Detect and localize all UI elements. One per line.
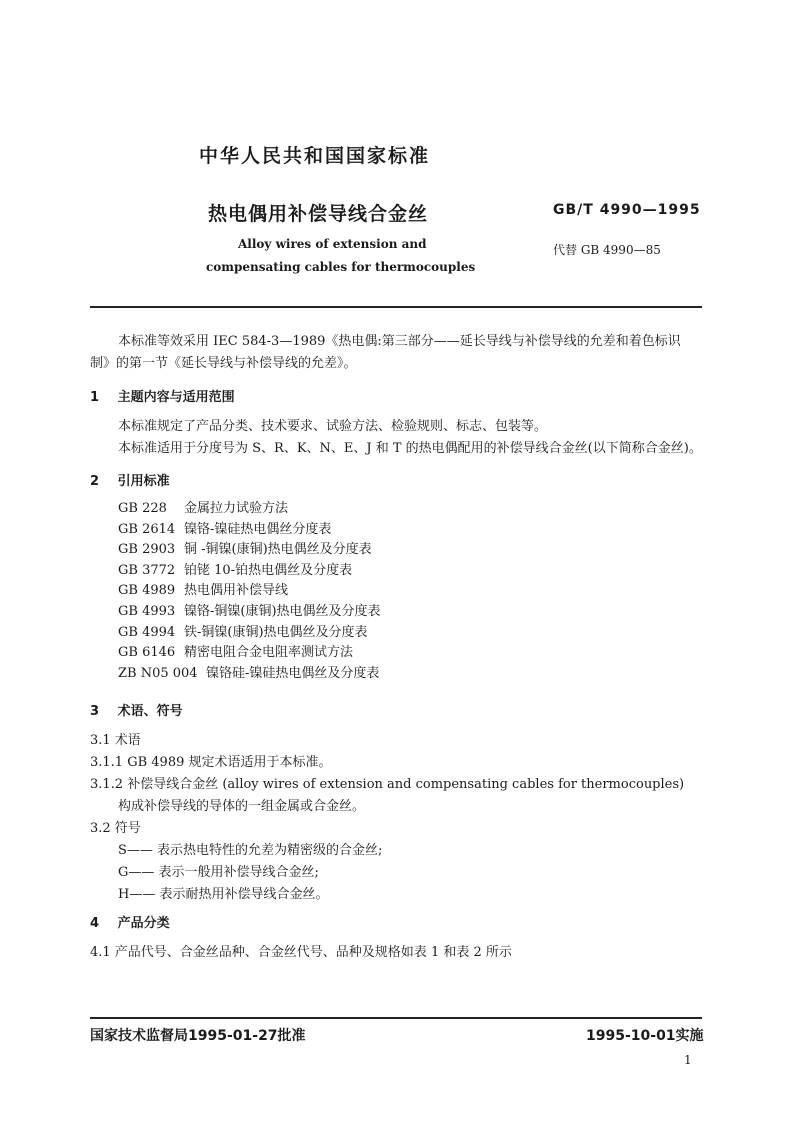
reference-code: GB 4993	[118, 603, 176, 619]
section-1-number: 1	[90, 390, 100, 405]
reference-code: GB 4994	[118, 624, 176, 640]
reference-title: 铂铑 10-铂热电偶丝及分度表	[184, 562, 353, 578]
section-3-title: 术语、符号	[117, 704, 183, 719]
header-divider	[90, 306, 702, 308]
reference-list	[118, 499, 381, 684]
symbol-h: H—— 表示耐热用补偿导线合金丝。	[118, 887, 329, 902]
reference-code: GB 2903	[118, 542, 176, 558]
page-number: 1	[684, 1053, 692, 1067]
section-2-number: 2	[90, 474, 100, 489]
section-4-title: 产品分类	[117, 916, 170, 931]
clause-3-1-2-definition: 构成补偿导线的导体的一组金属或合金丝。	[118, 799, 366, 814]
clause-3-1-1: 3.1.1 GB 4989 规定术语适用于本标准。	[90, 755, 332, 770]
reference-title: 金属拉力试验方法	[184, 501, 289, 516]
reference-item	[118, 581, 381, 602]
reference-item	[118, 602, 381, 623]
reference-code: ZB N05 004	[118, 665, 198, 681]
effective-date: 1995-10-01实施	[586, 1028, 704, 1044]
national-standard-heading: 中华人民共和国国家标准	[199, 145, 431, 167]
section-2-heading	[90, 470, 170, 489]
reference-code: GB 6146	[118, 645, 176, 661]
section-1-para-2: 本标准适用于分度号为 S、R、K、N、E、J 和 T 的热电偶配用的补偿导线合金丝(以下简称合金丝)。	[118, 441, 702, 456]
reference-item	[118, 623, 381, 644]
reference-title: 精密电阻合金电阻率测试方法	[184, 645, 354, 661]
replaces-note: 代替 GB 4990—85	[553, 243, 661, 257]
section-1-title: 主题内容与适用范围	[117, 390, 235, 405]
clause-3-1-2: 3.1.2 补偿导线合金丝 (alloy wires of extension and compensating cables for thermocouples)	[90, 777, 685, 792]
standard-number: GB/T 4990—1995	[553, 202, 701, 218]
section-3-number: 3	[90, 704, 100, 719]
clause-4-1: 4.1 产品代号、合金丝品种、合金丝代号、品种及规格如表 1 和表 2 所示	[90, 945, 512, 960]
clause-3-2: 3.2 符号	[90, 821, 141, 836]
reference-item	[118, 664, 381, 685]
reference-title: 铁-铜镍(康铜)热电偶丝及分度表	[184, 624, 368, 640]
intro-line-1: 本标准等效采用 IEC 584-3—1989《热电偶:第三部分——延长导线与补偿导线的允差和着色标识	[118, 334, 681, 349]
document-title-en-line2: compensating cables for thermocouples	[206, 260, 476, 274]
section-4-heading	[90, 912, 170, 931]
document-title-cn: 热电偶用补偿导线合金丝	[208, 203, 429, 225]
symbol-s: S—— 表示热电特性的允差为精密级的合金丝;	[118, 843, 383, 858]
reference-code: GB 4989	[118, 583, 176, 599]
reference-code: GB 3772	[118, 562, 176, 578]
reference-item	[118, 540, 381, 561]
section-3-heading	[90, 700, 183, 719]
clause-3-1: 3.1 术语	[90, 733, 141, 748]
reference-code: GB 2614	[118, 521, 176, 537]
reference-item	[118, 520, 381, 541]
section-2-title: 引用标准	[117, 474, 170, 489]
reference-item	[118, 643, 381, 664]
reference-title: 铜 -铜镍(康铜)热电偶丝及分度表	[184, 542, 372, 558]
symbol-g: G—— 表示一般用补偿导线合金丝;	[118, 865, 319, 880]
section-1-heading	[90, 386, 235, 405]
reference-title: 镍铬-铜镍(康铜)热电偶丝及分度表	[184, 603, 381, 619]
footer-divider	[90, 1017, 702, 1019]
reference-item	[118, 499, 381, 520]
reference-code: GB 228	[118, 501, 167, 516]
section-4-number: 4	[90, 916, 100, 931]
section-1-para-1: 本标准规定了产品分类、技术要求、试验方法、检验规则、标志、包装等。	[118, 419, 548, 434]
reference-item	[118, 561, 381, 582]
intro-line-2: 制》的第一节《延长导线与补偿导线的允差》。	[90, 356, 357, 371]
reference-title: 热电偶用补偿导线	[184, 583, 289, 599]
reference-title: 镍铬硅-镍硅热电偶丝及分度表	[206, 665, 380, 681]
approval-note: 国家技术监督局1995-01-27批准	[90, 1028, 306, 1044]
document-title-en-line1: Alloy wires of extension and	[238, 237, 427, 251]
reference-title: 镍铬-镍硅热电偶丝分度表	[184, 521, 332, 537]
